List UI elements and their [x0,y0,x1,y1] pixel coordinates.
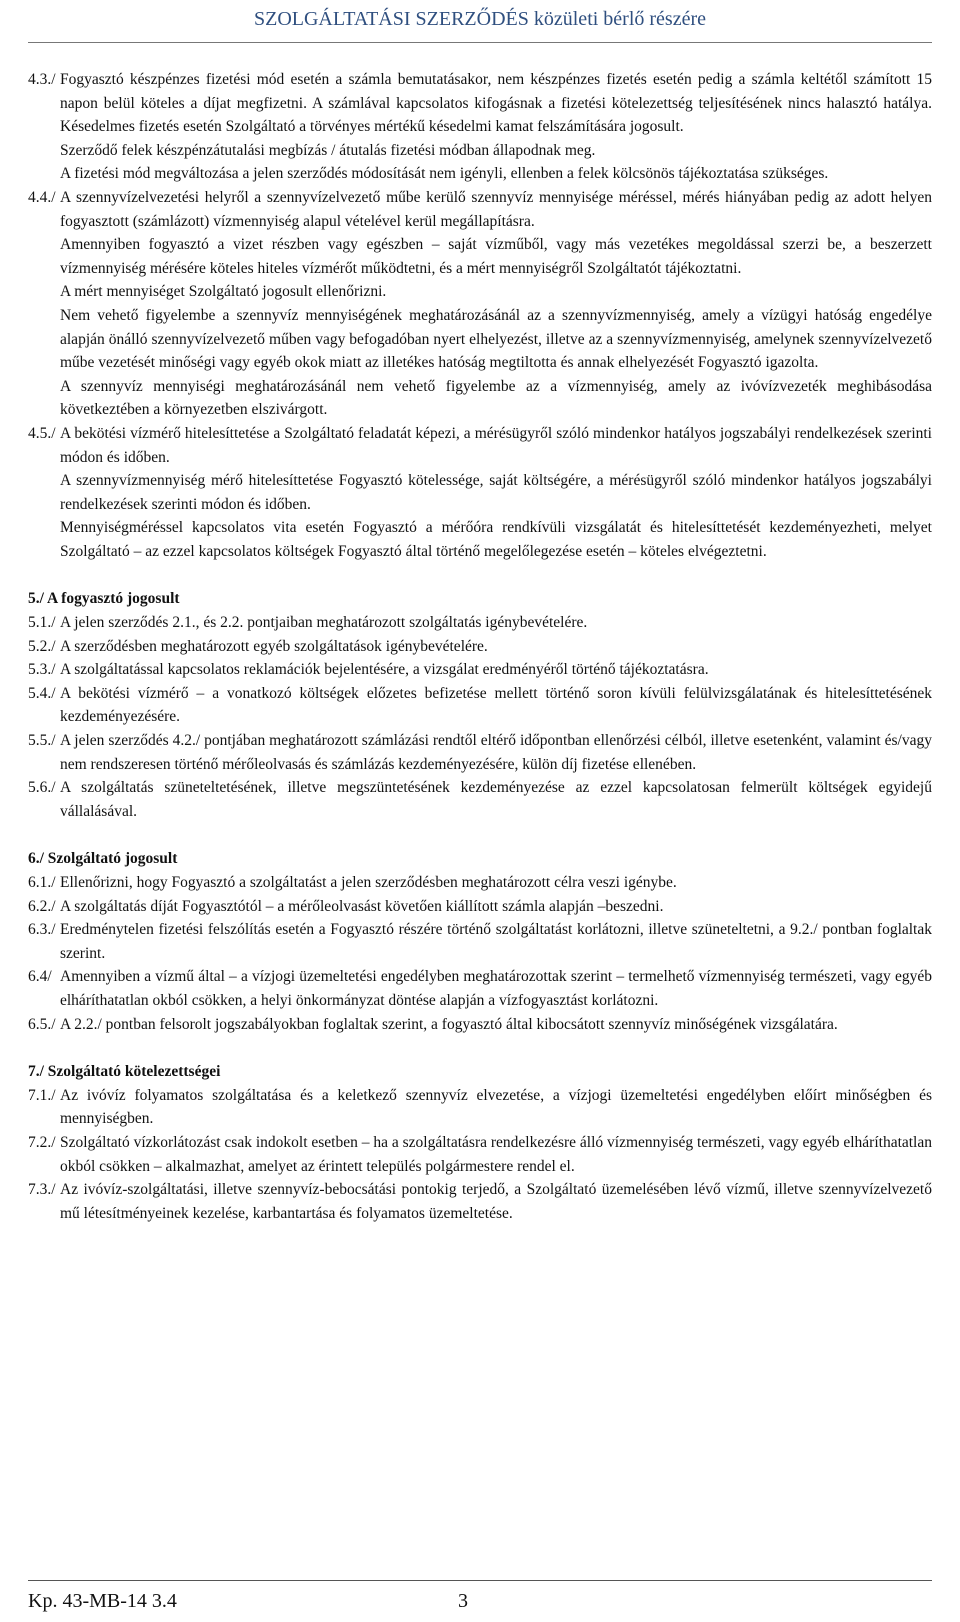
clause-4-3 [28,68,932,186]
clause-number: 5.4./ [28,684,56,702]
clause-text: Ellenőrizni, hogy Fogyasztó a szolgáltatást a jelen szerződésben meghatározott célra veszi igénybe. [60,874,677,891]
clause-number: 6.5./ [28,1015,56,1033]
clause-number: 6.1./ [28,874,56,891]
clause-number: 5.6./ [28,779,56,797]
section-title: 5./ A fogyasztó jogosult [28,590,180,608]
clause-paragraph: A mért mennyiséget Szolgáltató jogosult ellenőrizni. [60,283,387,301]
footer-divider [28,1580,932,1581]
document-body [28,68,932,1225]
clause-5-2 [28,635,932,659]
clause-number: 5.2./ [28,637,56,655]
clause-6-4 [28,965,932,1012]
clause-text: A bekötési vízmérő – a vonatkozó költségek előzetes befizetése mellett történő soron kívüli felülvizsgálatának és hitelesíttetésének kezdeményezésére. [60,684,932,726]
clause-paragraph: A bekötési vízmérő hitelesíttetése a Szolgáltató feladatát képezi, a mérésügyről szóló mindenkor hatályos jogszabályi rendelkezések szerinti módon és időben. [60,424,932,466]
header-divider [28,42,932,43]
clause-text: A szolgáltatással kapcsolatos reklamációk bejelentésére, a vizsgálat eredményéről történő tájékoztatásra. [60,661,709,679]
clause-paragraph: Nem vehető figyelembe a szennyvíz mennyiségének meghatározásánál az a szennyvízmennyiség, amely a vízügyi hatóság engedélye alapján önálló szennyvízelvezető műben vagy befogadóban nyert elhelyezést, illetve az a szennyvízmennyiség, amelynek szennyvízelvezető műbe vezetését minőségi vagy egyéb okok miatt az illetékes hatóság megtiltotta és annak elhelyezését Fogyasztó igazolta. [60,306,932,372]
clause-5-3 [28,658,932,682]
clause-number: 4.5./ [28,424,56,442]
section-title: 7./ Szolgáltató kötelezettségei [28,1063,221,1081]
clause-text: Az ivóvíz-szolgáltatási, illetve szennyvíz-bebocsátási pontokig terjedő, a Szolgáltató üzemelésében lévő vízmű, illetve szennyvízelvezető mű létesítményeinek kezelése, karbantartása és folyamatos üzemeltetése. [60,1181,932,1222]
clause-paragraph: Szerződő felek készpénzátutalási megbízás / átutalás fizetési módban állapodnak meg. [60,141,596,159]
clause-6-2 [28,895,932,919]
clause-text: Az ivóvíz folyamatos szolgáltatása és a keletkező szennyvíz elvezetése, a vízjogi üzemeltetési engedélyben előírt minőségben és mennyiségben. [60,1086,932,1128]
clause-7-3 [28,1178,932,1225]
clause-5-1 [28,611,932,635]
clause-number: 6.3./ [28,921,56,939]
clause-paragraph: A fizetési mód megváltozása a jelen szerződés módosítását nem igényli, ellenben a felek kölcsönös tájékoztatása szükséges. [60,165,829,183]
clause-5-6 [28,776,932,823]
clause-text: Eredménytelen fizetési felszólítás esetén a Fogyasztó részére történő szolgáltatást korlátozni, illetve szüneteltetni, a 9.2./ pontban foglaltak szerint. [60,921,932,962]
clause-text: A 2.2./ pontban felsorolt jogszabályokban foglaltak szerint, a fogyasztó által kibocsátott szennyvíz minőségének vizsgálatára. [60,1015,838,1033]
clause-4-5 [28,422,932,564]
header-title: SZOLGÁLTATÁSI SZERZŐDÉS közületi bérlő részére [253,8,707,30]
clause-text: Szolgáltató vízkorlátozást csak indokolt esetben – ha a szolgáltatásra rendelkezésre álló vízmennyiség természeti, vagy egyéb elháríthatatlan okból csökken – alkalmazhat, amelyet az érintett település polgármestere rendel el. [60,1133,932,1175]
clause-text: A szolgáltatás díját Fogyasztótól – a mérőleolvasást követően kiállított számla alapján –beszedni. [60,897,664,915]
clause-number: 4.3./ [28,71,56,88]
page-header [0,0,960,44]
clause-paragraph: Mennyiségméréssel kapcsolatos vita esetén Fogyasztó a mérőóra rendkívüli vizsgálatát és hitelesíttetését kezdeményezheti, melyet Szolgáltató – az ezzel kapcsolatos költségek Fogyasztó által történő megelőlegezése esetén – köteles elvégeztetni. [60,519,932,560]
clause-number: 6.2./ [28,897,56,915]
clause-number: 5.1./ [28,614,56,632]
clause-number: 7.3./ [28,1181,56,1199]
clause-7-1 [28,1084,932,1131]
clause-paragraph: A szennyvízelvezetési helyről a szennyvízelvezető műbe kerülő szennyvíz mennyisége méréssel, mérés hiányában pedig az adott helyen fogyasztott (számlázott) vízmennyiség alapul vételével kerül megállapításra. [60,188,932,230]
clause-paragraph: Amennyiben fogyasztó a vizet részben vagy egészben – saját vízműből, vagy más vezetékes megoldással szerzi be, a beszerzett vízmennyiség mérésére köteles hiteles vízmérőt működtetni, és a mért mennyiségről Szolgáltatót tájékoztatni. [60,236,932,277]
clause-paragraph: Fogyasztó készpénzes fizetési mód esetén a számla bemutatásakor, nem készpénzes fizetés esetén pedig a számla keltétől számított 15 napon belül köteles a díjat megfizetni. A számlával kapcsolatos kifogásnak a fizetési kötelezettség teljesítésének nincs halasztó hatálya. Késedelmes fizetés esetén Szolgáltató a törvényes mértékű késedelmi kamat felszámítására jogosult. [60,71,932,136]
clause-number: 5.5./ [28,732,56,750]
clause-number: 7.1./ [28,1086,56,1104]
page-number: 3 [458,1590,468,1612]
clause-text: A szerződésben meghatározott egyéb szolgáltatások igénybevételére. [60,637,488,655]
clause-paragraph: A szennyvízmennyiség mérő hitelesíttetése Fogyasztó kötelessége, saját költségére, a mérésügyről szóló mindenkor hatályos jogszabályi rendelkezések szerinti módon és időben. [60,472,932,513]
clause-5-4 [28,682,932,729]
page-footer [28,1590,932,1613]
clause-text: A jelen szerződés 4.2./ pontjában meghatározott számlázási rendtől eltérő időpontban ellenőrzési célból, illetve esetenként, valamint és/vagy nem rendszeresen történő mérőleolvasás és számlázás kezdeményezésére, külön díj fizetése ellenében. [60,732,932,773]
clause-text: Amennyiben a vízmű által – a vízjogi üzemeltetési engedélyben meghatározottak szerint – termelhető vízmennyiség természeti, vagy egyéb elháríthatatlan okból csökken, a helyi önkormányzat döntése alapján a vízfogyasztást korlátozni. [60,968,932,1009]
clause-6-3 [28,918,932,965]
clause-text: A jelen szerződés 2.1., és 2.2. pontjaiban meghatározott szolgáltatás igénybevételére. [60,614,588,632]
clause-7-2 [28,1131,932,1178]
clause-6-5 [28,1013,932,1037]
clause-paragraph: A szennyvíz mennyiségi meghatározásánál nem vehető figyelembe az a vízmennyiség, amely az ivóvízvezeték meghibásodása következtében a környezetben elszivárgott. [60,377,932,419]
clause-number: 7.2./ [28,1133,56,1151]
section-title: 6./ Szolgáltató jogosult [28,850,178,868]
clause-5-5 [28,729,932,776]
clause-6-1 [28,871,932,895]
clause-4-4 [28,186,932,422]
clause-text: A szolgáltatás szüneteltetésének, illetve megszüntetésének kezdeményezése az ezzel kapcsolatosan felmerült költségek egyidejű vállalásával. [60,779,932,820]
clause-number: 6.4/ [28,968,52,986]
document-code: Kp. 43-MB-14 3.4 [28,1590,177,1612]
clause-number: 5.3./ [28,661,56,679]
clause-number: 4.4./ [28,188,56,206]
